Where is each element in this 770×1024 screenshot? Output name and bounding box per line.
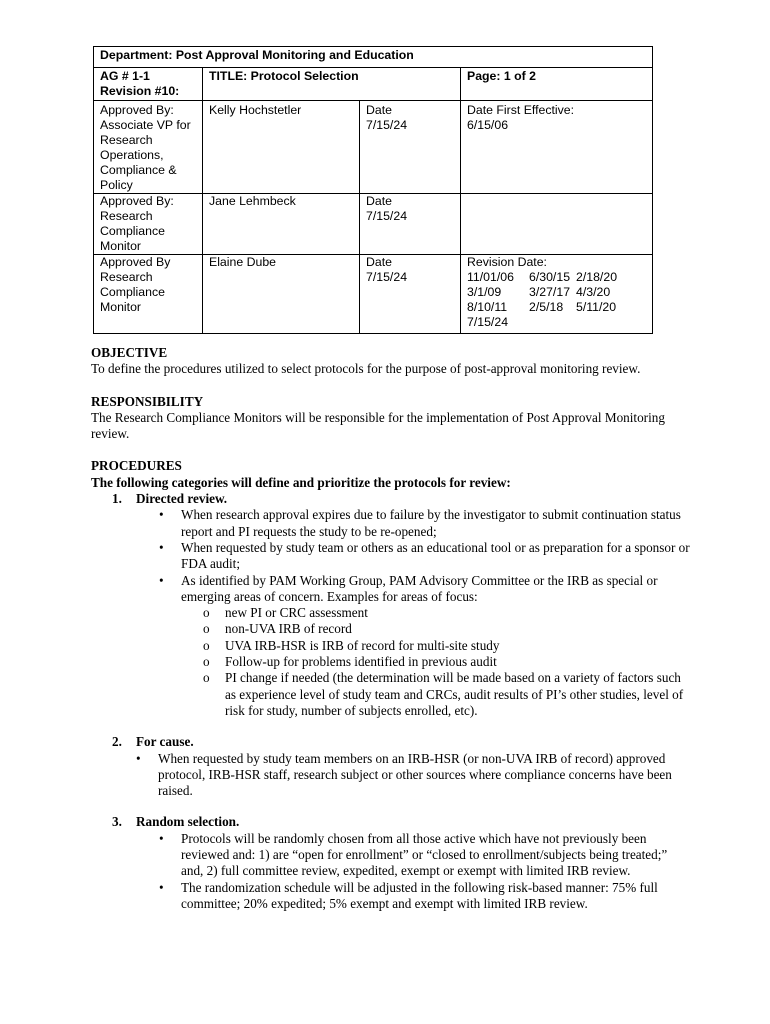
revision-date: 6/30/15: [529, 270, 571, 284]
approval-label-cell: [94, 194, 203, 255]
approver-name-cell: [203, 101, 360, 194]
approval-date-cell: [360, 101, 461, 194]
revision-number: Revision #10:: [100, 84, 180, 98]
bullet-icon: •: [159, 572, 164, 588]
sub-bullet-item: [91, 654, 691, 670]
approval-date-cell: [360, 255, 461, 334]
revision-date: 5/11/20: [576, 300, 617, 314]
numbered-item: [91, 814, 691, 830]
first-effective-date: 6/15/06: [467, 118, 509, 132]
sub-bullet-text: UVA IRB-HSR is IRB of record for multi-site study: [225, 637, 500, 653]
approver-name-cell: [203, 194, 360, 255]
numbered-item: [91, 734, 691, 750]
approval-date: 7/15/24: [366, 209, 408, 223]
bullet-icon: •: [159, 830, 164, 846]
revision-date: 2/5/18: [529, 300, 564, 314]
sub-bullet-item: [91, 670, 691, 719]
date-label: Date: [366, 103, 392, 117]
bullet-text: As identified by PAM Working Group, PAM Advisory Committee or the IRB as special or emerging areas of concern. Examples for areas of focus:: [181, 572, 658, 604]
objective-text: To define the procedures utilized to select protocols for the purpose of post-approval monitoring review.: [91, 361, 641, 377]
sub-bullet-text: PI change if needed (the determination will be made based on a variety of factors such as experience level of study team and CRCs, audit results of PI’s other studies, level of risk for study, number of subjects enrolled, etc).: [225, 670, 684, 718]
revision-date: 8/10/11: [467, 300, 508, 314]
sub-bullet-text: Follow-up for problems identified in previous audit: [225, 654, 497, 670]
bullet-text: Protocols will be randomly chosen from all those active which have not previously been reviewed and: 1) are “open for enrollment” or “closed to enrollment/subjects being treated;” and, 2) full committee review, expedited, exempt or exempt with limited IRB review.: [181, 830, 668, 879]
bullet-text: When requested by study team or others as an educational tool or as preparation for a sponsor or FDA audit;: [181, 539, 690, 572]
approver-name: Kelly Hochstetler: [209, 103, 302, 117]
objective-heading: OBJECTIVE: [91, 345, 168, 360]
first-effective-label: Date First Effective:: [467, 103, 575, 117]
department: Department: Post Approval Monitoring and Education: [100, 48, 414, 62]
first-effective-cell: [461, 101, 653, 194]
revision-date: 11/01/06: [467, 270, 514, 284]
header-table: [93, 46, 653, 334]
item-title: Random selection.: [136, 814, 240, 830]
item-title: Directed review.: [136, 491, 228, 507]
bullet-item: [91, 831, 691, 880]
document-body: [91, 345, 691, 912]
empty-cell: [461, 194, 653, 255]
approval-label: Approved By: Research Compliance Monitor: [100, 194, 174, 253]
circle-bullet-icon: o: [203, 605, 210, 621]
bullet-icon: •: [159, 539, 164, 555]
approval-label-cell: [94, 255, 203, 334]
circle-bullet-icon: o: [203, 670, 210, 686]
bullet-icon: •: [159, 879, 164, 895]
bullet-text: The randomization schedule will be adjusted in the following risk-based manner: 75% full committee; 20% expedited; 5% exempt and exempt with limited IRB review.: [181, 879, 658, 911]
revision-date-cell: [461, 255, 653, 334]
bullet-text: When requested by study team members on an IRB-HSR (or non-UVA IRB of record) approved protocol, IRB-HSR staff, research subject or other sources where compliance concerns have been raised.: [158, 750, 672, 799]
bullet-icon: •: [159, 507, 164, 523]
approver-name-cell: [203, 255, 360, 334]
approver-name: Jane Lehmbeck: [209, 194, 296, 208]
responsibility-text: The Research Compliance Monitors will be responsible for the implementation of Post Approval Monitoring review.: [91, 409, 665, 442]
date-label: Date: [366, 194, 392, 208]
bullet-item: [91, 507, 691, 540]
bullet-item: [91, 880, 691, 913]
approval-label: Approved By: Associate VP for Research Operations, Compliance & Policy: [100, 103, 191, 192]
revision-date: 4/3/20: [576, 285, 611, 299]
sub-bullet-text: new PI or CRC assessment: [225, 605, 368, 621]
revision-date: 3/1/09: [467, 285, 502, 299]
sub-bullet-item: [91, 638, 691, 654]
revision-date-list: [467, 270, 646, 330]
title-cell: [203, 68, 461, 101]
bullet-item: [91, 540, 691, 573]
date-label: Date: [366, 255, 392, 269]
item-title: For cause.: [136, 734, 194, 750]
circle-bullet-icon: o: [203, 637, 210, 653]
approval-label-cell: [94, 101, 203, 194]
approver-name: Elaine Dube: [209, 255, 276, 269]
revision-date: 7/15/24: [467, 315, 509, 329]
page-cell: [461, 68, 653, 101]
item-number: 3.: [112, 814, 122, 830]
sub-bullet-text: non-UVA IRB of record: [225, 621, 352, 637]
bullet-item: [91, 751, 691, 800]
bullet-text: When research approval expires due to failure by the investigator to submit continuation status report and PI requests the study to be re-opened;: [181, 507, 681, 539]
approval-date: 7/15/24: [366, 118, 408, 132]
revision-date: 3/27/17: [529, 285, 571, 299]
revision-date: 2/18/20: [576, 270, 618, 284]
document-title: TITLE: Protocol Selection: [209, 69, 359, 83]
approval-date: 7/15/24: [366, 270, 408, 284]
revision-date-label: Revision Date:: [467, 255, 547, 269]
procedures-heading: PROCEDURES: [91, 458, 182, 474]
approval-date-cell: [360, 194, 461, 255]
responsibility-heading: RESPONSIBILITY: [91, 393, 204, 409]
item-number: 2.: [112, 734, 122, 750]
bullet-icon: •: [136, 750, 141, 766]
approval-label: Approved By Research Compliance Monitor: [100, 255, 171, 314]
bullet-item: [91, 573, 691, 606]
sub-bullet-item: [91, 605, 691, 621]
item-number: 1.: [112, 491, 122, 507]
circle-bullet-icon: o: [203, 654, 210, 670]
procedures-intro: The following categories will define and prioritize the protocols for review:: [91, 474, 511, 490]
circle-bullet-icon: o: [203, 621, 210, 637]
numbered-item: [91, 491, 691, 507]
sub-bullet-item: [91, 621, 691, 637]
ag-cell: [94, 68, 203, 101]
page-number: Page: 1 of 2: [467, 69, 537, 83]
ag-number: AG # 1-1: [100, 69, 150, 83]
department-cell: [94, 47, 653, 68]
